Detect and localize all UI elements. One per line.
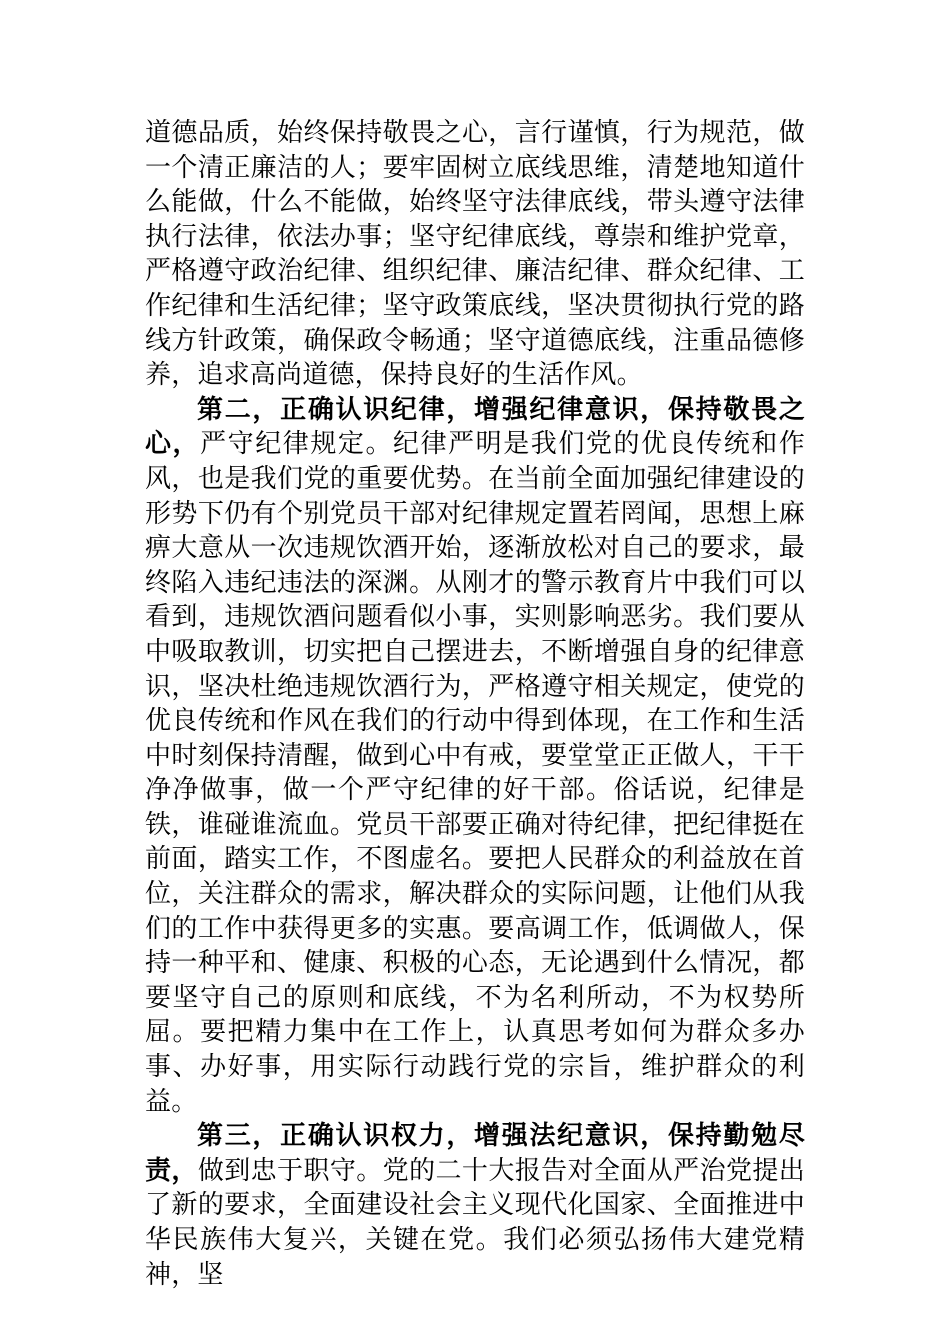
paragraph-3-lead: 第三，正确认识权力，增强法纪意识，保持勤勉尽责， [145, 1121, 805, 1186]
paragraph-2 [145, 393, 805, 1119]
paragraph-1 [145, 116, 805, 393]
paragraph-3-text: 做到忠于职守。党的二十大报告对全面从严治党提出了新的要求，全面建设社会主义现代化国家、全面推进中华民族伟大复兴，关键在党。我们必须弘扬伟大建党精神，坚 [145, 1155, 805, 1290]
paragraph-1-text: 道德品质，始终保持敬畏之心，言行谨慎，行为规范，做一个清正廉洁的人；要牢固树立底线思维，清楚地知道什么能做，什么不能做，始终坚守法律底线，带头遵守法律执行法律，依法办事；坚守纪律底线，尊崇和维护党章，严格遵守政治纪律、组织纪律、廉洁纪律、群众纪律、工作纪律和生活纪律；坚守政策底线，坚决贯彻执行党的路线方针政策，确保政令畅通；坚守道德底线，注重品德修养，追求高尚道德，保持良好的生活作风。 [145, 118, 805, 391]
paragraph-3 [145, 1119, 805, 1292]
document-body [145, 116, 805, 1292]
paragraph-2-text: 严守纪律规定。纪律严明是我们党的优良传统和作风，也是我们党的重要优势。在当前全面加强纪律建设的形势下仍有个别党员干部对纪律规定置若罔闻，思想上麻痹大意从一次违规饮酒开始，逐渐放松对自己的要求，最终陷入违纪违法的深渊。从刚才的警示教育片中我们可以看到，违规饮酒问题看似小事，实则影响恶劣。我们要从中吸取教训，切实把自己摆进去，不断增强自身的纪律意识，坚决杜绝违规饮酒行为，严格遵守相关规定，使党的优良传统和作风在我们的行动中得到体现，在工作和生活中时刻保持清醒，做到心中有戒，要堂堂正正做人，干干净净做事，做一个严守纪律的好干部。俗话说，纪律是铁，谁碰谁流血。党员干部要正确对待纪律，把纪律挺在前面，踏实工作，不图虚名。要把人民群众的利益放在首位，关注群众的需求，解决群众的实际问题，让他们从我们的工作中获得更多的实惠。要高调工作，低调做人，保持一种平和、健康、积极的心态，无论遇到什么情况，都要坚守自己的原则和底线，不为名利所动，不为权势所屈。要把精力集中在工作上，认真思考如何为群众多办事、办好事，用实际行动践行党的宗旨，维护群众的利益。 [145, 429, 806, 1117]
paragraph-2-lead: 第二，正确认识纪律，增强纪律意识，保持敬畏之心， [145, 394, 805, 460]
